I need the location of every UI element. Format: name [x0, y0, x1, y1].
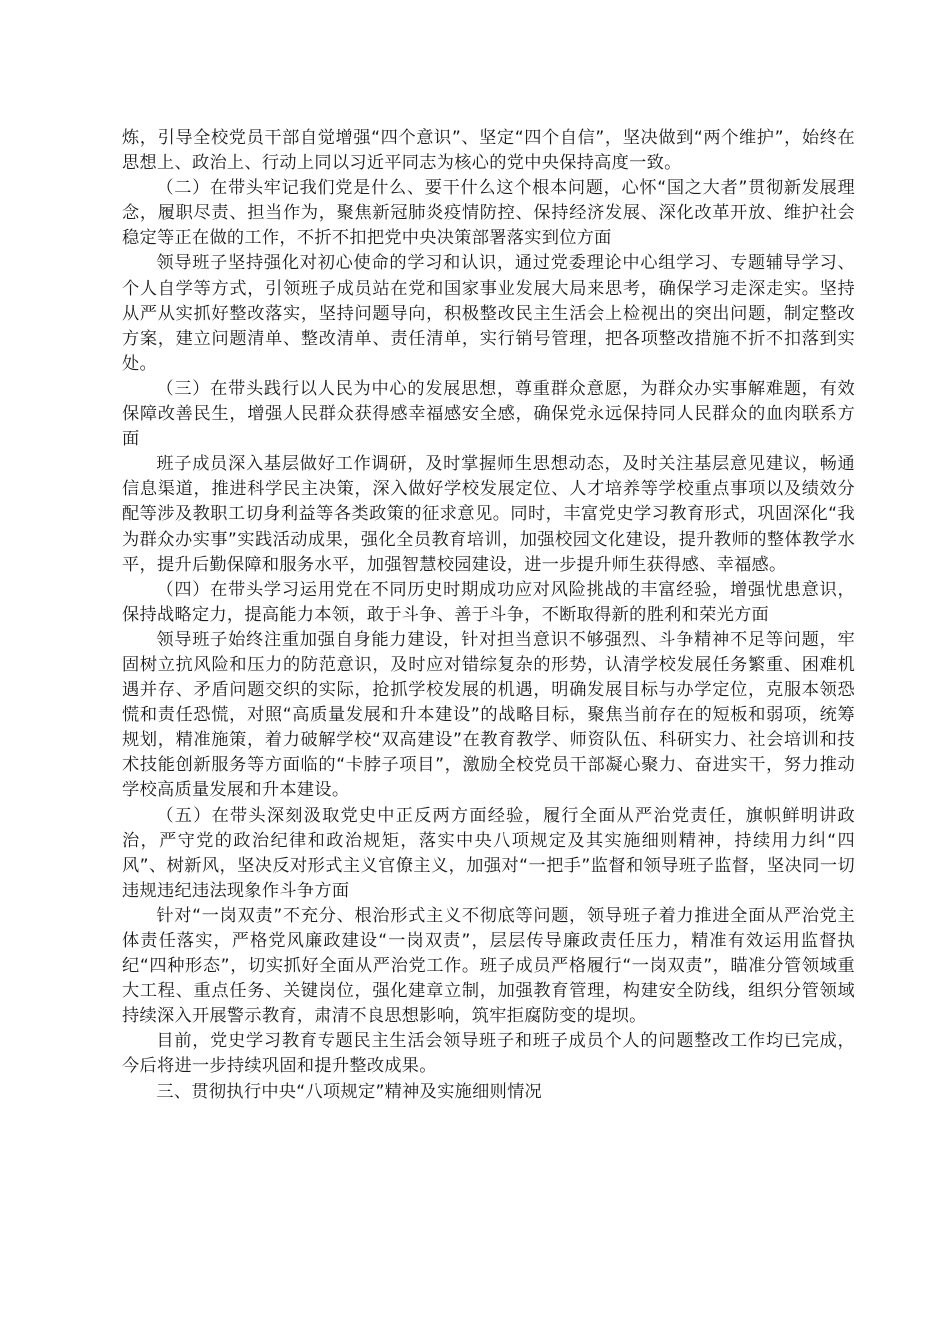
- paragraph-body: 班子成员深入基层做好工作调研，及时掌握师生思想动态，及时关注基层意见建议，畅通信息渠道，推进科学民主决策，深入做好学校发展定位、人才培养等学校重点事项以及绩效分配等涉及教职工切身利益等各类政策的征求意见。同时，丰富党史学习教育形式，巩固深化“我为群众办实事”实践活动成果，强化全员教育培训，加强校园文化建设，提升教师的整体教学水平，提升后勤保障和服务水平，加强智慧校园建设，进一步提升师生获得感、幸福感。: [122, 454, 855, 575]
- subheading-two: （二）在带头牢记我们党是什么、要干什么这个根本问题，心怀“国之大者”贯彻新发展理念，履职尽责、担当作为，聚焦新冠肺炎疫情防控、保持经济发展、深化改革开放、维护社会稳定等正在做的工作，不折不扣把党中央决策部署落实到位方面: [122, 178, 855, 249]
- section-heading: 三、贯彻执行中央“八项规定”精神及实施细则情况: [156, 1081, 543, 1102]
- paragraph-continued: 炼，引导全校党员干部自觉增强“四个意识”、坚定“四个自信”，坚决做到“两个维护”，始终在思想上、政治上、行动上同以习近平同志为核心的党中央保持高度一致。: [122, 128, 855, 174]
- subheading-four: （四）在带头学习运用党在不同历史时期成功应对风险挑战的丰富经验，增强忧患意识，保持战略定力，提高能力本领，敢于斗争、善于斗争，不断取得新的胜利和荣光方面: [122, 579, 855, 625]
- paragraph-body: 领导班子始终注重加强自身能力建设，针对担当意识不够强烈、斗争精神不足等问题，牢固树立抗风险和压力的防范意识，及时应对错综复杂的形势，认清学校发展任务繁重、困难机遇并存、矛盾问题交织的实际，抢抓学校发展的机遇，明确发展目标与办学定位，克服本领恐慌和责任恐慌，对照“高质量发展和升本建设”的战略目标，聚焦当前存在的短板和弱项，统筹规划，精准施策，着力破解学校“双高建设”在教育教学、师资队伍、科研实力、社会培训和技术技能创新服务等方面临的“卡脖子项目”，激励全校党员干部凝心聚力、奋进实干，努力推动学校高质量发展和升本建设。: [122, 629, 855, 801]
- subheading-three: （三）在带头践行以人民为中心的发展思想，尊重群众意愿，为群众办实事解难题，有效保障改善民生，增强人民群众获得感幸福感安全感，确保党永远保持同人民群众的血肉联系方面: [122, 378, 855, 450]
- paragraph-body: 目前，党史学习教育专题民主生活会领导班子和班子成员个人的问题整改工作均已完成，今后将进一步持续巩固和提升整改成果。: [122, 1031, 855, 1077]
- subheading-five: （五）在带头深刻汲取党史中正反两方面经验，履行全面从严治党责任，旗帜鲜明讲政治，严守党的政治纪律和政治规矩，落实中央八项规定及其实施细则精神，持续用力纠“四风”、树新风，坚决反对形式主义官僚主义，加强对“一把手”监督和领导班子监督，坚决同一切违规违纪违法现象作斗争方面: [122, 805, 855, 901]
- paragraph-body: 领导班子坚持强化对初心使命的学习和认识，通过党委理论中心组学习、专题辅导学习、个人自学等方式，引领班子成员站在党和国家事业发展大局来思考，确保学习走深走实。坚持从严从实抓好整改落实，坚持问题导向，积极整改民主生活会上检视出的突出问题，制定整改方案，建立问题清单、整改清单、责任清单，实行销号管理，把各项整改措施不折不扣落到实处。: [122, 253, 855, 374]
- paragraph-body: 针对“一岗双责”不充分、根治形式主义不彻底等问题，领导班子着力推进全面从严治党主体责任落实，严格党风廉政建设“一岗双责”，层层传导廉政责任压力，精准有效运用监督执纪“四种形态”，切实抓好全面从严治党工作。班子成员严格履行“一岗双责”，瞄准分管领域重大工程、重点任务、关键岗位，强化建章立制，加强教育管理，构建安全防线，组织分管领域持续深入开展警示教育，肃清不良思想影响，筑牢拒腐防变的堤坝。: [122, 905, 855, 1027]
- document-page: [122, 126, 855, 1105]
